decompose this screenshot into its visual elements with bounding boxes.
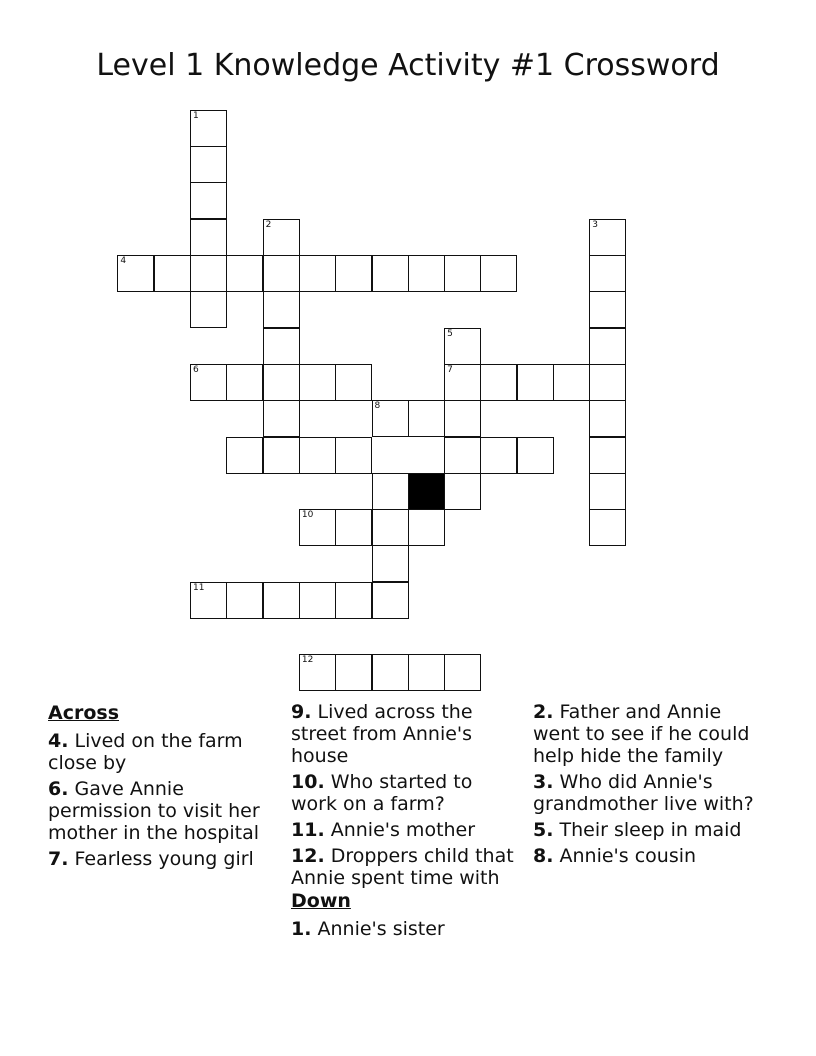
grid-cell[interactable] <box>154 255 191 292</box>
grid-cell[interactable] <box>408 255 445 292</box>
grid-cell[interactable] <box>589 291 626 328</box>
grid-cell[interactable] <box>589 473 626 510</box>
clue-item-number: 8. <box>533 845 554 867</box>
clue-item-number: 2. <box>533 701 554 723</box>
clues-column-1 <box>48 701 280 874</box>
clue-item <box>48 778 280 844</box>
grid-cell[interactable] <box>263 364 300 401</box>
grid-cell[interactable] <box>444 400 481 437</box>
clue-item-text: Annie's cousin <box>559 845 697 867</box>
clue-item-number: 11. <box>291 819 325 841</box>
grid-cell[interactable] <box>299 509 336 546</box>
clue-item-text: Their sleep in maid <box>559 819 742 841</box>
grid-cell[interactable] <box>589 255 626 292</box>
clue-item-number: 6. <box>48 778 69 800</box>
clue-number: 11 <box>193 582 205 593</box>
grid-cell[interactable] <box>444 255 481 292</box>
grid-cell[interactable] <box>263 437 300 474</box>
grid-cell[interactable] <box>263 328 300 365</box>
down-heading: Down <box>291 890 351 912</box>
grid-cell[interactable] <box>299 654 336 691</box>
clue-number: 2 <box>265 219 272 230</box>
across-clue-list-continued <box>291 701 523 889</box>
grid-cell[interactable] <box>444 473 481 510</box>
clue-item-number: 1. <box>291 918 312 940</box>
grid-cell[interactable] <box>517 364 554 401</box>
grid-cell[interactable] <box>226 255 263 292</box>
grid-cell[interactable] <box>226 437 263 474</box>
clue-number: 8 <box>374 401 381 412</box>
clue-number: 12 <box>301 655 314 666</box>
grid-cell[interactable] <box>589 328 626 365</box>
grid-cell[interactable] <box>372 654 409 691</box>
grid-cell[interactable] <box>117 255 154 292</box>
grid-cell[interactable] <box>263 400 300 437</box>
grid-cell[interactable] <box>372 582 409 619</box>
grid-cell[interactable] <box>589 400 626 437</box>
clue-item <box>48 730 280 774</box>
across-clue-list <box>48 730 280 870</box>
grid-cell[interactable] <box>589 437 626 474</box>
grid-cell[interactable] <box>408 400 445 437</box>
grid-cell[interactable] <box>589 364 626 401</box>
clue-item <box>48 848 280 870</box>
grid-cell[interactable] <box>517 437 554 474</box>
grid-cell[interactable] <box>553 364 590 401</box>
clue-number: 5 <box>447 328 453 339</box>
clue-number: 10 <box>301 510 314 521</box>
grid-cell[interactable] <box>372 473 409 510</box>
page-title: Level 1 Knowledge Activity #1 Crossword <box>96 48 720 83</box>
clue-item-text: Lived across the street from Annie's house <box>291 701 473 767</box>
grid-cell[interactable] <box>335 255 372 292</box>
clue-item-number: 4. <box>48 730 69 752</box>
clue-item-number: 7. <box>48 848 69 870</box>
grid-cell[interactable] <box>263 255 300 292</box>
clue-item-text: Annie's sister <box>317 918 445 940</box>
clues-column-2 <box>291 701 523 944</box>
grid-cell[interactable] <box>190 146 227 183</box>
clue-item-text: Who did Annie's grandmother live with? <box>533 771 754 815</box>
clue-number: 4 <box>120 256 127 266</box>
clue-item <box>291 771 523 815</box>
clues-column-3 <box>533 701 765 871</box>
clue-item-number: 9. <box>291 701 312 723</box>
clue-item <box>533 845 765 867</box>
grid-cell[interactable] <box>335 437 372 474</box>
grid-cell[interactable] <box>480 364 517 401</box>
grid-cell[interactable] <box>589 509 626 546</box>
grid-cell[interactable] <box>335 509 372 546</box>
grid-cell[interactable] <box>190 582 227 619</box>
grid-cell[interactable] <box>408 509 445 546</box>
grid-cell[interactable] <box>299 437 336 474</box>
grid-cell[interactable] <box>335 654 372 691</box>
clue-item <box>533 701 765 767</box>
grid-cell[interactable] <box>335 364 372 401</box>
grid-cell[interactable] <box>299 364 336 401</box>
clue-item-text: Annie's mother <box>330 819 476 841</box>
grid-cell[interactable] <box>190 110 227 147</box>
clue-number: 6 <box>193 364 199 375</box>
clue-item-number: 12. <box>291 845 325 867</box>
grid-cell[interactable] <box>372 400 409 437</box>
grid-cell[interactable] <box>226 582 263 619</box>
clue-item-number: 5. <box>533 819 554 841</box>
down-clue-list <box>291 918 523 940</box>
grid-cell[interactable] <box>263 291 300 328</box>
grid-cell[interactable] <box>589 219 626 256</box>
grid-cell[interactable] <box>263 582 300 619</box>
grid-cell[interactable] <box>335 582 372 619</box>
clue-item <box>291 845 523 889</box>
clue-number: 1 <box>193 110 199 121</box>
grid-cell[interactable] <box>372 255 409 292</box>
grid-cell[interactable] <box>480 437 517 474</box>
grid-cell[interactable] <box>299 582 336 619</box>
grid-cell[interactable] <box>190 255 227 292</box>
grid-cell[interactable] <box>480 255 517 292</box>
grid-cell[interactable] <box>190 182 227 219</box>
clue-item-text: Lived on the farm close by <box>48 730 243 774</box>
grid-cell[interactable] <box>299 255 336 292</box>
grid-cell[interactable] <box>190 291 227 328</box>
clue-item <box>291 819 523 841</box>
clue-item-number: 3. <box>533 771 554 793</box>
grid-cell[interactable] <box>226 364 263 401</box>
clue-number: 3 <box>592 219 599 230</box>
down-clue-list-continued <box>533 701 765 867</box>
across-heading: Across <box>48 702 120 724</box>
clue-item-text: Who started to work on a farm? <box>291 771 473 815</box>
clue-item <box>533 819 765 841</box>
clue-item-text: Droppers child that Annie spent time with <box>291 845 514 889</box>
grid-cell[interactable] <box>372 545 409 582</box>
grid-cell[interactable] <box>372 509 409 546</box>
grid-cell[interactable] <box>408 654 445 691</box>
blocked-cell <box>408 473 445 510</box>
clue-item <box>533 771 765 815</box>
grid-cell[interactable] <box>444 364 481 401</box>
clue-item-number: 10. <box>291 771 325 793</box>
clue-item <box>291 918 523 940</box>
clue-number: 7 <box>447 364 453 375</box>
clue-item-text: Fearless young girl <box>74 848 254 870</box>
grid-cell[interactable] <box>444 328 481 365</box>
grid-cell[interactable] <box>190 219 227 256</box>
grid-cell[interactable] <box>444 437 481 474</box>
grid-cell[interactable] <box>263 219 300 256</box>
grid-cell[interactable] <box>190 364 227 401</box>
clue-item <box>291 701 523 767</box>
clue-item-text: Father and Annie went to see if he could help hide the family <box>533 701 750 767</box>
grid-cell[interactable] <box>444 654 481 691</box>
clue-item-text: Gave Annie permission to visit her mother in the hospital <box>48 778 260 844</box>
